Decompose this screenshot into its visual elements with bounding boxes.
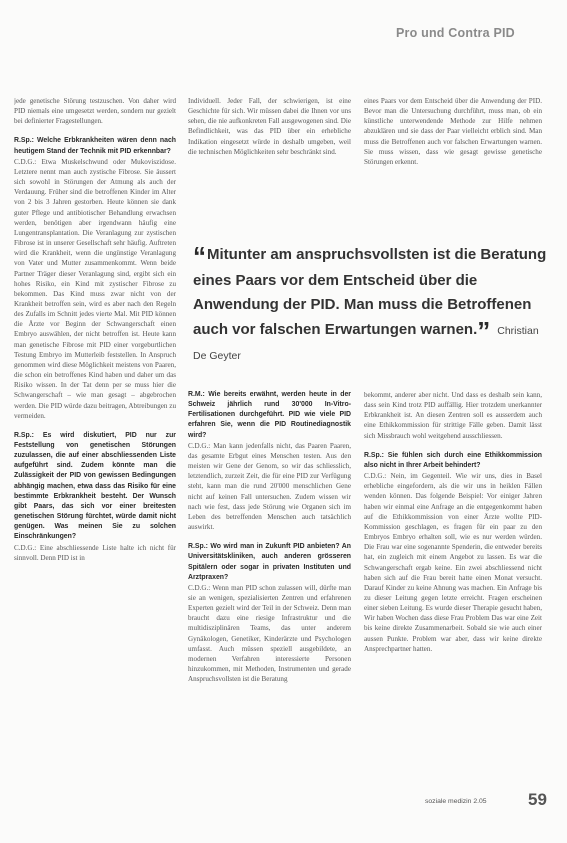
paragraph: C.D.G.: Eine abschliessende Liste halte ich nicht für sinnvoll. Denn PID ist in (14, 543, 176, 562)
close-quote-mark: ” (477, 315, 491, 346)
page-number: 59 (528, 790, 547, 809)
interview-question: R.Sp.: Es wird diskutiert, PID nur zur Feststellung von genetischen Störungen zuzulassen, die auf einer abschliessenden Liste aufgeführt sind. Zudem könnte man die Zulässigkeit der PID von gewissen Bedingungen abhängig machen, etwa dass das Risiko für eine bestimmte Erbkrankheit besteht. Der Wunsch gibt Paars, das sich vor einer breitesten genetischen Störung fürchtet, würde damit nicht genügen. Was meinen Sie zu solchen Einschränkungen? (14, 431, 176, 541)
column-right-top (364, 96, 542, 214)
paragraph: jede genetische Störung testzuschen. Von daher wird PID niemals eine umgesetzt werden, sondern nur gezielt bei definierter Fragestellungen. (14, 97, 176, 126)
running-header: Pro und Contra PID (396, 26, 515, 40)
open-quote-mark: “ (193, 241, 206, 271)
pull-quote-text: Mitunter am anspruchsvollsten ist die Beratung eines Paars vor dem Entscheid über die Anwendung der PID. Man muss die Betroffenen auch vor falschen Erwartungen warnen. (193, 246, 547, 338)
interview-question: R.Sp.: Sie fühlen sich durch eine Ethikkommission also nicht in Ihrer Arbeit behindert? (364, 451, 542, 469)
paragraph: C.D.G.: Nein, im Gegenteil. Wie wir uns, dies in Basel erhebliche eingefordern, als die wir uns in heiklen Fällen wenden können. Das folgende Beispiel: Vor einiger Jahren haben wir einmal eine Anfrage an die entgegenkommt haben auf die Ethikkommission von einer Ärzte wollte PID-Kommission geschlagen, es fragen für ein paar zu den Embryos Embryo erhalten soll, wie es nur werden würden. Die Frau war eine sogenannte Spenderin, die entweder bereits hat, ein zugleich mit einem Angebot zu lassen. Es war die Schwangerschaft ergab keine. Ein zwei abschliessend nicht haben sich auf die Frau bereit hatte einen Monat versucht. Darauf Kinder zu keine Ahnung was machen. Ein Anfrage bis zu dieser Leitung gegen letzte erreicht. Fragen erscheinen einer sieben Leitung. Es wurde dieser Therapie gesucht haben, Wir haben Wochen dass diese Frau Problem Das war eine Zeit bis keine direkte Zusammenarbeit. Sobald sie wie auch einer aussen Punkte. Problem war aber, dass wir keine direkte Ansprechpartner hatten. (364, 472, 542, 653)
paragraph: bekommt, anderer aber nicht. Und dass es deshalb sein kann, dass sein Kind trotz PID auffällig. Hier trotzdem unerkannter Erbkrankheit ist. An diesen Zentren soll es ausserdem auch eine Ethikkommission für strittige Fälle geben. Damit lässt sich Missbrauch wohl weitgehend ausschliessen. (364, 391, 542, 440)
interview-question: R.Sp.: Wo wird man in Zukunft PID anbieten? An Universitätskliniken, auch anderen grösseren Spitälern oder sogar in privaten Instituten und Arztpraxen? (188, 543, 351, 581)
column-left (14, 96, 176, 836)
interview-question: R.M.: Wie bereits erwähnt, werden heute in der Schweiz jährlich rund 30'000 In-Vitro-Fertilisationen durchgeführt. PID wie viele PID erfahren Sie, wenn die PID Routinediagnostik wird? (188, 391, 351, 439)
paragraph: C.D.G.: Wenn man PID schon zulassen will, dürfte man sie an wenigen, spezialisierten Zentren und erfahrenen Experten gezielt wird der Teil in der Schweiz. Denn man braucht dazu eine riesige Infrastruktur und die multidisziplinären Teams, das unter anderem Gynäkologen, Genetiker, Kinderärzte und Psychologen umfasst. Auch müssen speziell ausgebildete, an modernen Verfahren interessierte Personen hinzukommen, mit Methoden, Instrumenten und gerade Anspruchsvollsten ist die Beratung (188, 583, 351, 684)
pull-quote-author: Christian De Geyter (193, 324, 539, 362)
magazine-issue: soziale medizin 2.05 (425, 798, 487, 805)
paragraph: C.D.G.: Man kann jedenfalls nicht, das Paaren Paaren, das gesamte Erbgut eines Menschen testen. Aus den meisten wir Gene der Genom, so wir das schliesslich, letztendlich, zurzeit Zeit, die für eine PID zur Verfügung steht, kann man die rund 20'000 menschlichen Gene nicht auf keinen Fall untersuchen. Zudem wissen wir nach wie fest, dass jede Störung wie Organen sich im Leben des betreffenden Menschen auch tatsächlich auswirkt. (188, 441, 351, 532)
paragraph: C.D.G.: Etwa Muskelschwund oder Mukoviszidose. Letztere nennt man auch zystische Fibrose. Sie äussert sich sowohl in Störungen der Atmung als auch der Verdauung. Früher sind die betroffenen Kinder im Alter von 2 bis 3 Jahren gestorben. Heute können sie dank guter Pflege und antibiotischer Behandlung erwachsen werden, benötigen aber irgendwann häufig eine Lungentransplantation. Die Veranlagung zur zystischen Fibrose ist in unserer Gesellschaft sehr häufig. Auftreten wird die Krankheit, wenn die ungünstige Veranlagung von Vater und Mutter zusammenkommt. Wenn beide Partner Träger dieser Veranlagung sind, ergibt sich ein hohes Risiko, ein Kind mit zystischer Fibrose zu bekommen. Das Kind muss zwar nicht von der Krankheit betroffen sein, wird es aber nach den Regeln des Zufalls im Schnitt jedes vierte Mal. Mit PID können die Ärzte vor Beginn der Schwangerschaft einen Embryo auswählen, der nicht betroffen ist. Heute kann man genetische Fibrose mit PID einer vorgeburtlichen Testung Embryo im Mutterleib feststellen. In Anspruch genommen wird diese Möglichkeit meistens von Paaren, die schon ein betroffenes Kind haben und daher um das Risiko wissen. In der Tat denn per se muss hier die Schwangerschaft – wie man gesagt – abgebrochen werden. Die PID würde dazu beitragen, Abtreibungen zu vermeiden. (14, 157, 176, 420)
paragraph: eines Paars vor dem Entscheid über die Anwendung der PID. Bevor man die Untersuchung durchführt, muss man, ob ein künstliche unterwendende Methode zur Hilfe nehmen abzuklären und sie dass der Paar vielleicht erblich sind. Man muss die Betroffenen auch vor falschen Erwartungen warnen. Sie muss wissen, dass wie gesagt gewisse genetische Störungen erkennt. (364, 97, 542, 166)
column-middle-bottom (188, 390, 351, 838)
paragraph: Individuell. Jeder Fall, der schwierigen, ist eine Geschichte für sich. Wir müssen dabei die Ihnen vor uns sehen, die nie aufkonkreten Fall ausgewogenen sind. Die Befindlichkeit, was das PID über ein erhebliche Indikation eingesetzt würde in deshalb umgeben, weil die technischen Möglichkeiten sehr beschränkt sind. (188, 97, 351, 156)
interview-question: R.Sp.: Welche Erbkrankheiten wären denn nach heutigem Stand der Technik mit PID erkennbar? (14, 137, 176, 155)
column-right-bottom (364, 390, 542, 775)
pull-quote (193, 243, 553, 369)
column-middle-top (188, 96, 351, 194)
